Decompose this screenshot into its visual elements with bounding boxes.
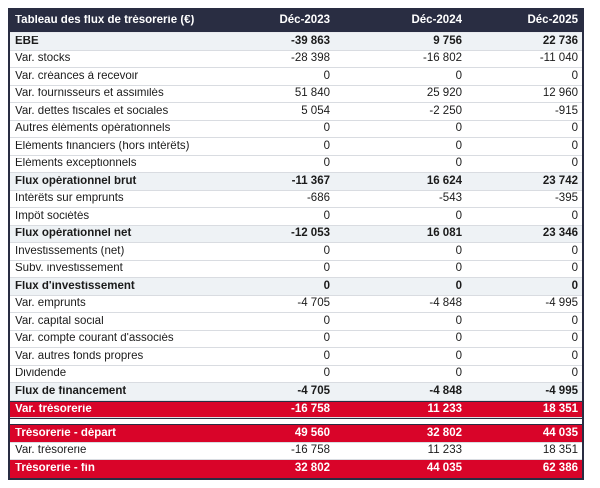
row-label: Eléments financiers (hors intérêts): [15, 140, 190, 152]
table-title: Tableau des flux de trésorerie (€): [15, 15, 195, 27]
row-label: Var. trésorerie: [15, 445, 87, 456]
row-value: -4 995: [545, 384, 578, 397]
row-value: 0: [323, 244, 330, 257]
row-value: -686: [306, 192, 330, 204]
row-label: Var. dettes fiscales et sociales: [15, 105, 169, 117]
row-value: 16 624: [426, 174, 462, 187]
row-label: Impôt sociétés: [15, 210, 90, 222]
row-value: 0: [571, 157, 578, 169]
row-value: 0: [455, 69, 462, 82]
row-label: Var. emprunts: [15, 298, 86, 309]
row-value: 0: [323, 209, 330, 222]
row-label: Flux opérationnel net: [15, 228, 132, 239]
table-row: [10, 208, 582, 226]
row-value: -28 398: [290, 52, 330, 64]
row-value: 0: [323, 139, 330, 152]
column-header-dec-2024: Déc-2024: [411, 14, 462, 27]
row-value: 32 802: [426, 426, 462, 439]
row-value: 0: [323, 69, 330, 82]
row-value: 23 346: [542, 227, 578, 239]
row-value: 12 960: [542, 87, 578, 99]
row-value: 0: [571, 209, 578, 222]
table-row: [10, 33, 582, 51]
row-value: 0: [571, 314, 578, 327]
row-value: 0: [323, 279, 330, 292]
row-value: 0: [571, 262, 578, 274]
table-row: [10, 348, 582, 366]
row-value: -11 367: [291, 174, 330, 187]
table-row: [10, 156, 582, 174]
row-label: Dividende: [15, 368, 67, 379]
row-value: 0: [571, 244, 578, 257]
table-row: [10, 366, 582, 384]
row-label: Var. créances à recevoir: [15, 70, 139, 82]
row-value: 44 035: [542, 426, 578, 439]
cash-flow-table: [8, 8, 584, 480]
row-label: EBE: [15, 35, 39, 47]
table-row: [10, 51, 582, 69]
row-value: 0: [571, 279, 578, 292]
row-value: -2 250: [429, 104, 462, 117]
row-value: -11 040: [539, 52, 578, 64]
table-row: [10, 121, 582, 139]
table-row: [10, 331, 582, 349]
column-header-dec-2025: Déc-2025: [527, 14, 578, 27]
row-value: -543: [438, 192, 462, 204]
row-value: -39 863: [290, 34, 330, 47]
row-value: -4 705: [297, 297, 330, 309]
row-value: 0: [571, 122, 578, 134]
row-value: 0: [571, 139, 578, 152]
row-label: Var. trésorerie: [15, 403, 92, 415]
row-label: Var. autres fonds propres: [15, 350, 144, 362]
row-value: 0: [455, 139, 462, 152]
row-value: 16 081: [426, 227, 462, 239]
row-label: Subv. investissement: [15, 263, 123, 274]
row-value: 0: [571, 367, 578, 379]
table-row: [10, 278, 582, 296]
row-value: 9 756: [433, 34, 462, 47]
table-row: [10, 191, 582, 209]
row-label: Intérêts sur emprunts: [15, 193, 124, 204]
row-value: 0: [455, 157, 462, 169]
row-value: -4 848: [429, 384, 462, 397]
row-value: -4 995: [545, 297, 578, 309]
row-label: Flux d'investissement: [15, 280, 135, 292]
table-row: [10, 425, 582, 443]
row-value: 0: [323, 349, 330, 362]
row-value: 0: [323, 157, 330, 169]
table-row: [10, 383, 582, 401]
row-value: 0: [455, 279, 462, 292]
table-row: [10, 226, 582, 244]
row-value: -16 758: [290, 444, 330, 456]
row-label: Var. compte courant d'associés: [15, 333, 174, 344]
row-value: 11 233: [427, 402, 462, 415]
row-value: 0: [323, 332, 330, 344]
table-row: [10, 68, 582, 86]
table-row: [10, 103, 582, 121]
row-value: 11 233: [427, 444, 462, 456]
table-row: [10, 313, 582, 331]
row-label: Flux de financement: [15, 385, 127, 397]
row-label: Investissements (net): [15, 245, 125, 257]
row-label: Flux opérationnel brut: [15, 175, 137, 187]
table-row: [10, 243, 582, 261]
table-row: [10, 86, 582, 104]
row-value: 0: [323, 122, 330, 134]
row-value: 49 560: [294, 426, 330, 439]
row-value: 0: [455, 332, 462, 344]
table-row: [10, 443, 582, 461]
row-value: 22 736: [542, 34, 578, 47]
row-value: 0: [323, 314, 330, 327]
table-row: [10, 173, 582, 191]
row-value: -12 053: [290, 227, 330, 239]
row-value: 18 351: [542, 402, 578, 415]
row-value: 18 351: [542, 444, 578, 456]
row-value: -16 802: [422, 52, 462, 64]
row-value: 44 035: [426, 462, 462, 474]
row-value: -4 705: [297, 384, 330, 397]
row-label: Var. capital social: [15, 315, 104, 327]
row-value: 0: [455, 367, 462, 379]
row-value: 0: [455, 262, 462, 274]
row-label: Eléments exceptionnels: [15, 158, 137, 169]
row-value: -16 758: [290, 402, 330, 415]
row-value: -4 848: [429, 297, 462, 309]
row-value: 0: [455, 349, 462, 362]
row-value: 0: [455, 209, 462, 222]
table-row: [10, 261, 582, 279]
table-body: [10, 33, 582, 478]
row-label: Trésorerie - départ: [15, 427, 116, 439]
table-header-row: [10, 10, 582, 33]
row-value: 25 920: [426, 87, 462, 99]
row-value: 23 742: [542, 174, 578, 187]
row-label: Trésorerie - fin: [15, 463, 95, 474]
row-value: 0: [323, 367, 330, 379]
table-section-spacer: [10, 418, 582, 425]
row-value: 5 054: [301, 104, 330, 117]
row-value: 0: [571, 349, 578, 362]
row-value: 0: [455, 244, 462, 257]
row-value: 0: [571, 69, 578, 82]
row-value: -395: [554, 192, 578, 204]
row-label: Var. fournisseurs et assimilés: [15, 88, 164, 99]
row-value: 0: [323, 262, 330, 274]
row-value: 0: [571, 332, 578, 344]
column-header-dec-2023: Déc-2023: [279, 14, 330, 27]
row-value: 0: [455, 122, 462, 134]
row-value: -915: [554, 104, 578, 117]
row-label: Autres éléments opérationnels: [15, 123, 171, 134]
table-row: [10, 460, 582, 478]
row-value: 51 840: [294, 87, 330, 99]
row-value: 0: [455, 314, 462, 327]
row-label: Var. stocks: [15, 53, 71, 64]
table-row: [10, 401, 582, 419]
row-value: 62 386: [542, 462, 578, 474]
table-row: [10, 296, 582, 314]
table-row: [10, 138, 582, 156]
row-value: 32 802: [294, 462, 330, 474]
